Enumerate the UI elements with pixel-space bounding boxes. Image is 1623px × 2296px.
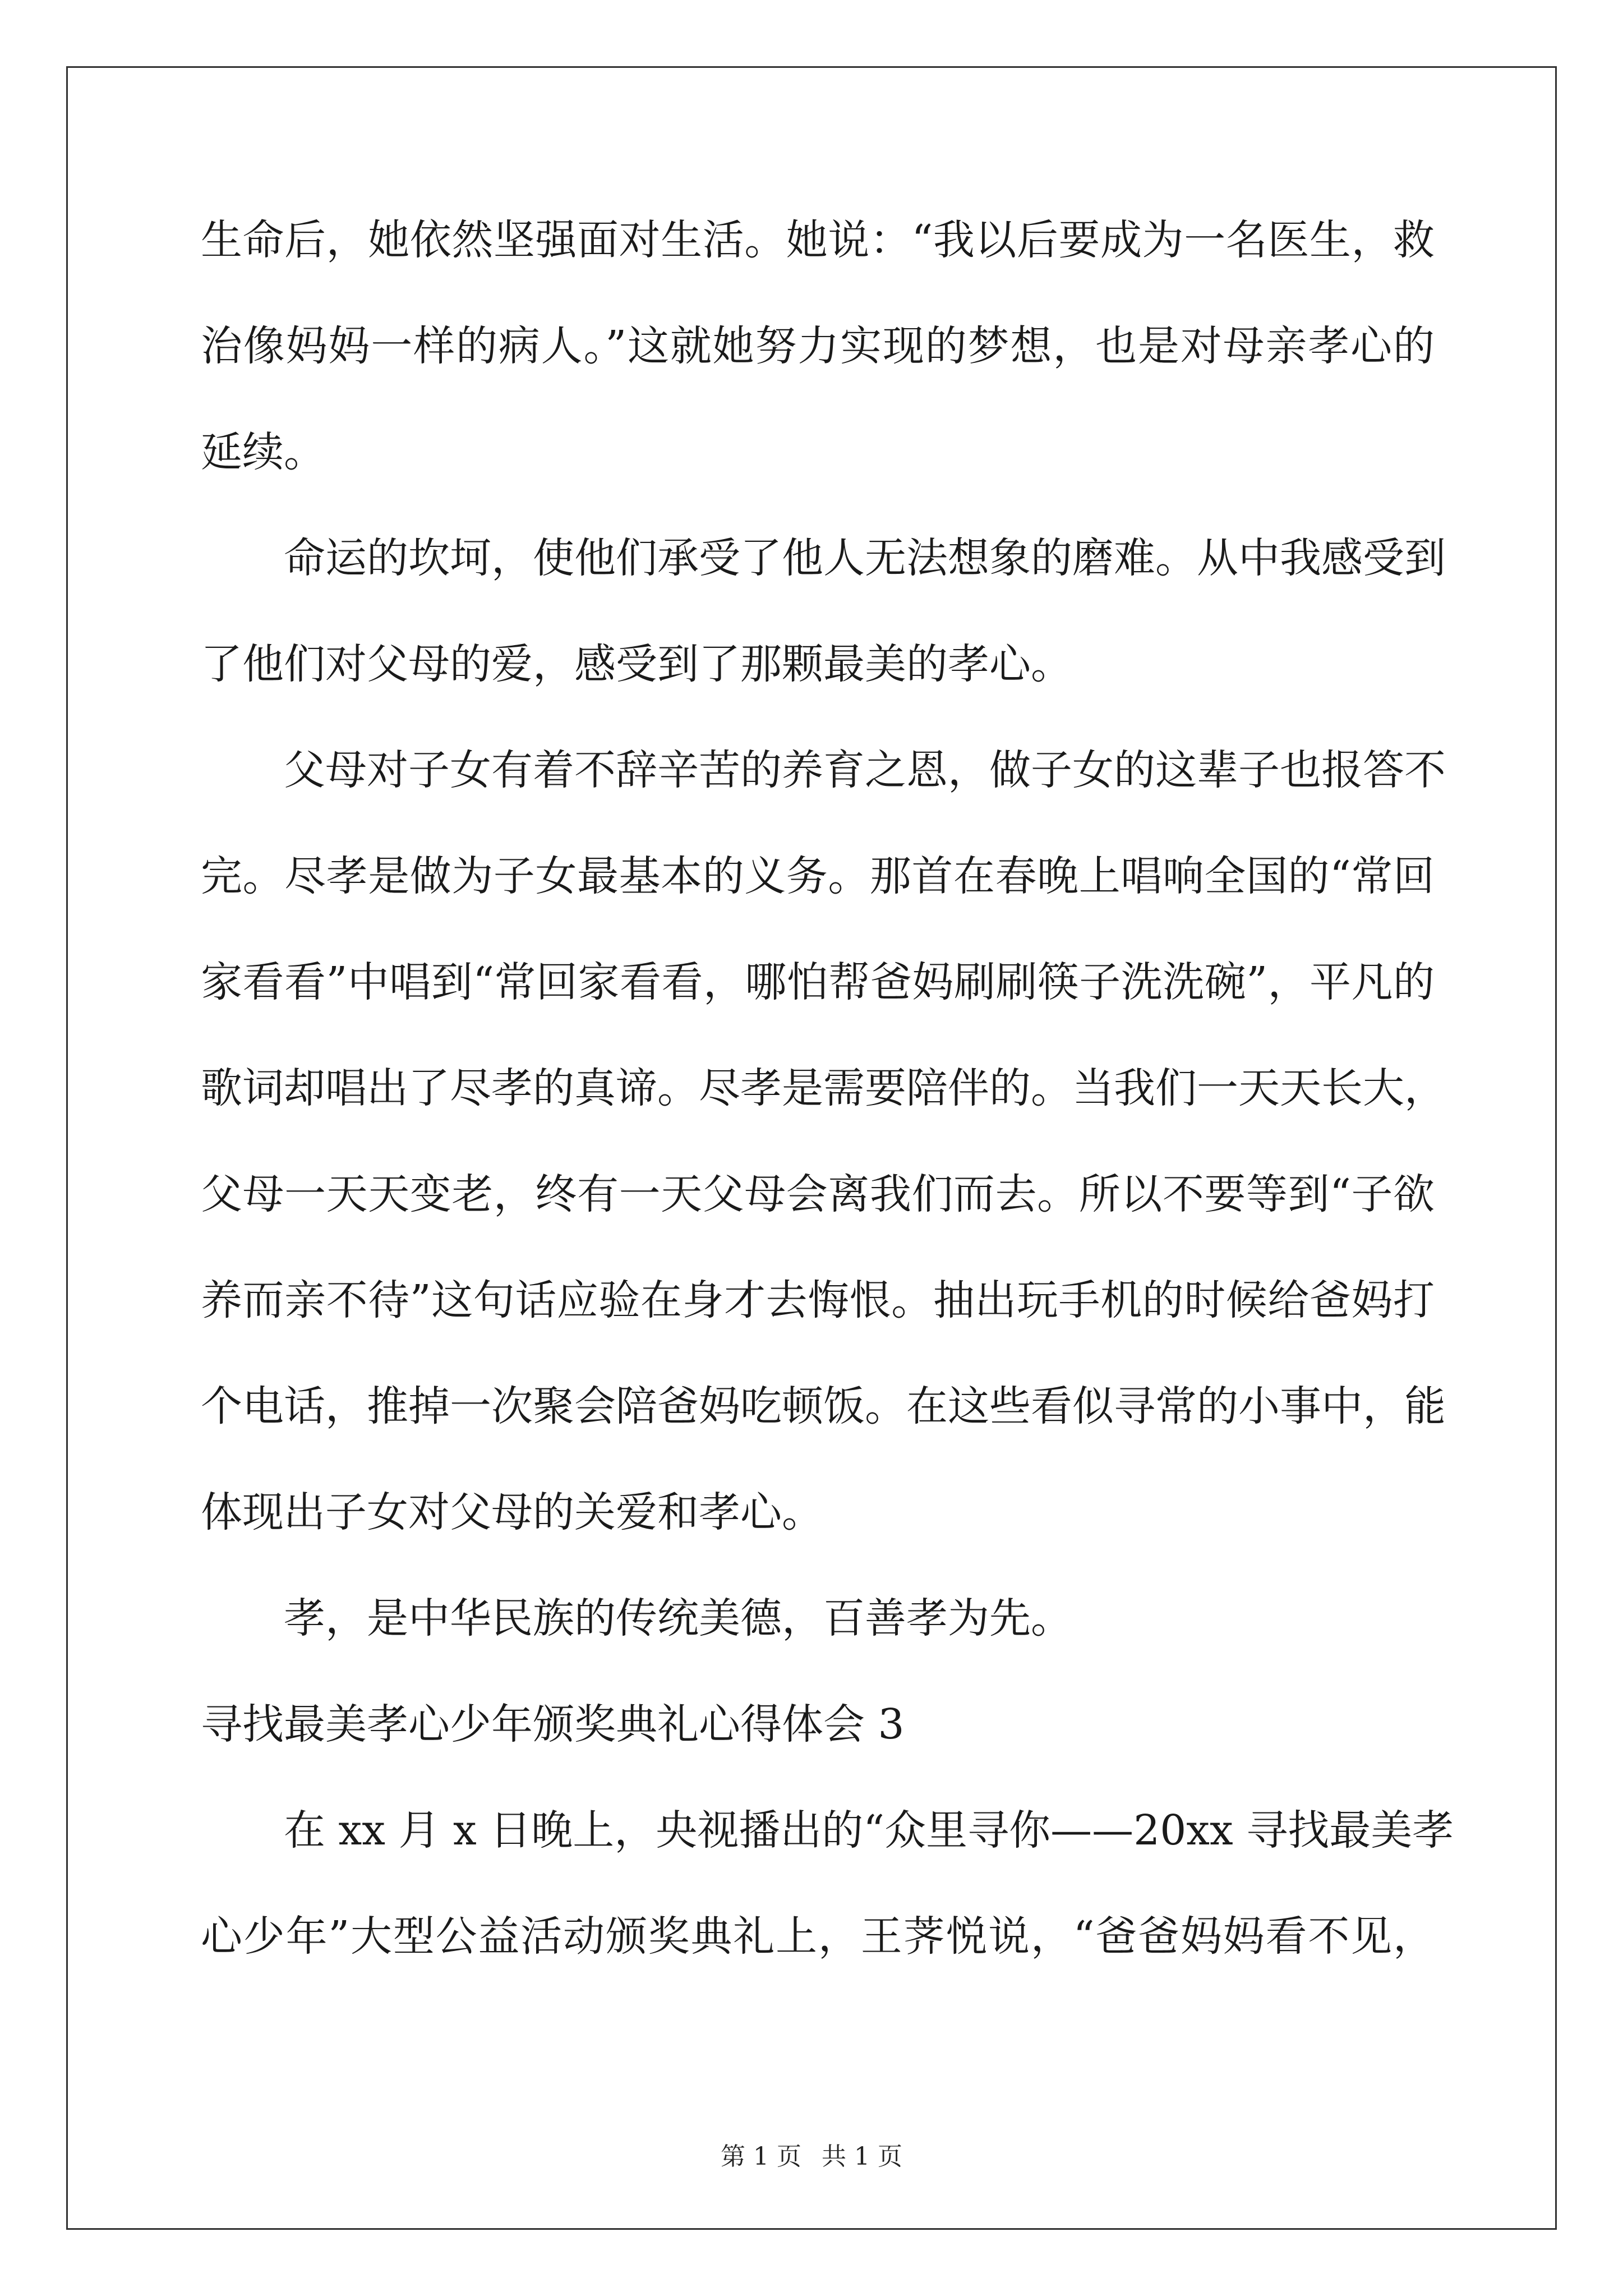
text-line: 了他们对父母的爱，感受到了那颗最美的孝心。 — [201, 640, 1072, 688]
paragraph-first-line: 命运的坎坷，使他们承受了他人无法想象的磨难。从中我感受到 — [284, 534, 1446, 582]
text-line: 心少年”大型公益活动颁奖典礼上，王荠悦说，“爸爸妈妈看不见， — [201, 1912, 1435, 1961]
text-line: 父母一天天变老，终有一天父母会离我们而去。所以不要等到“子欲 — [201, 1170, 1435, 1218]
text-line: 歌词却唱出了尽孝的真谛。尽孝是需要陪伴的。当我们一天天长大， — [201, 1064, 1446, 1112]
paragraph-first-line: 在 xx 月 x 日晚上，央视播出的“众里寻你——20xx 寻找最美孝 — [284, 1806, 1454, 1855]
text-line: 完。尽孝是做为子女最基本的义务。那首在春晚上唱响全国的“常回 — [201, 852, 1435, 900]
page-total: 共 1 页 — [822, 2142, 902, 2171]
paragraph-first-line: 孝，是中华民族的传统美德，百善孝为先。 — [284, 1594, 1072, 1642]
section-heading: 寻找最美孝心少年颁奖典礼心得体会 3 — [201, 1700, 905, 1749]
text-line: 个电话，推掉一次聚会陪爸妈吃顿饭。在这些看似寻常的小事中，能 — [201, 1382, 1446, 1430]
text-line: 生命后，她依然坚强面对生活。她说：“我以后要成为一名医生，救 — [201, 216, 1435, 264]
text-line: 养而亲不待”这句话应验在身才去悔恨。抽出玩手机的时候给爸妈打 — [201, 1276, 1435, 1324]
page-border — [66, 66, 1557, 2230]
page-number: 第 1 页 — [721, 2142, 801, 2171]
paragraph-first-line: 父母对子女有着不辞辛苦的养育之恩，做子女的这辈子也报答不 — [284, 746, 1446, 794]
text-line: 延续。 — [201, 428, 325, 476]
text-line: 体现出子女对父母的关爱和孝心。 — [201, 1488, 823, 1536]
text-line: 治像妈妈一样的病人。”这就她努力实现的梦想，也是对母亲孝心的 — [201, 322, 1435, 370]
page-footer — [0, 2140, 1623, 2174]
text-line: 家看看”中唱到“常回家看看，哪怕帮爸妈刷刷筷子洗洗碗”，平凡的 — [201, 958, 1435, 1006]
